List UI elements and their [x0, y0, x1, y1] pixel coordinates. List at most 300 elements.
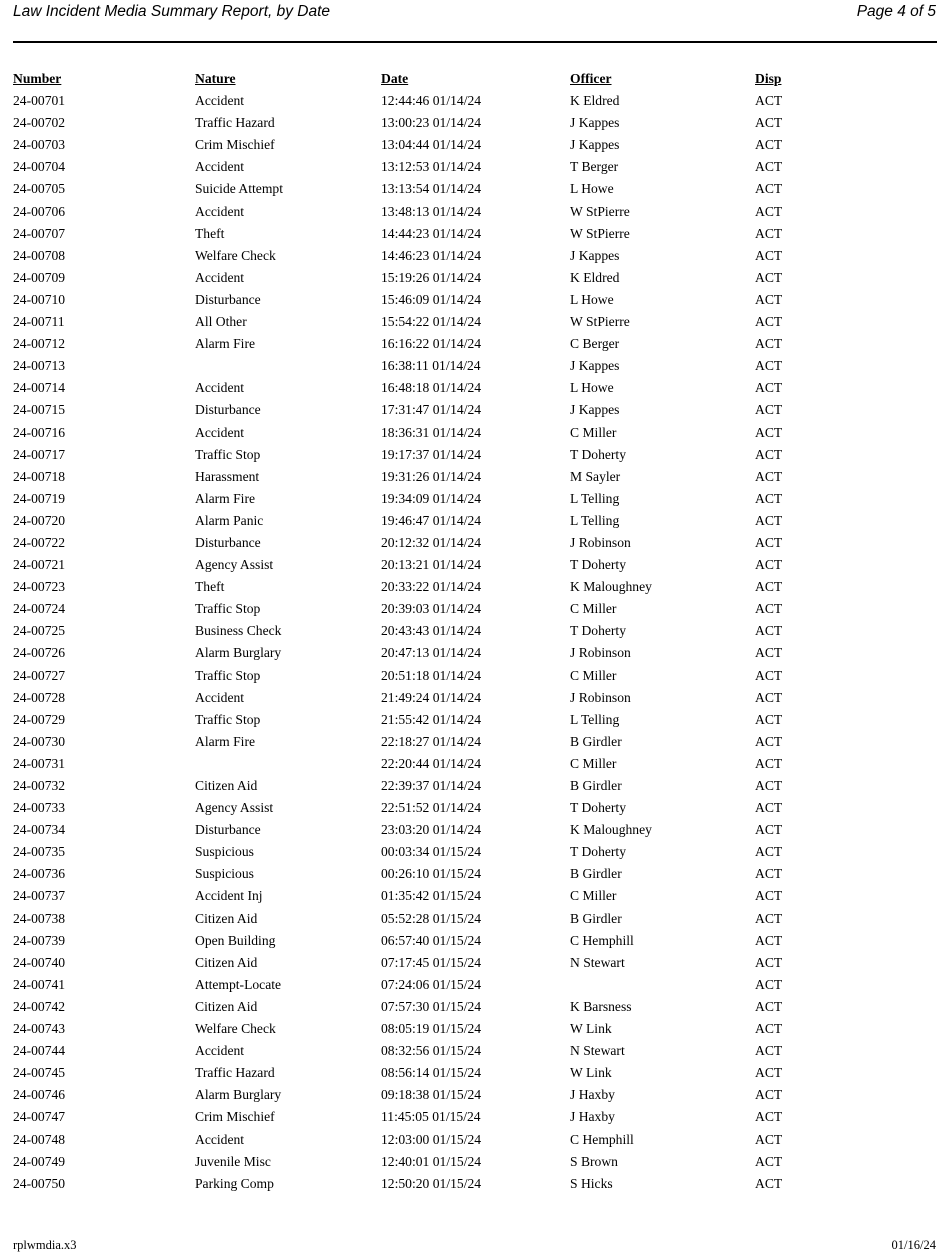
column-header-nature: Nature: [195, 71, 236, 86]
cell-officer: N Stewart: [570, 1043, 625, 1059]
cell-nature: Theft: [195, 579, 225, 595]
cell-nature: Open Building: [195, 932, 276, 948]
cell-date: 11:45:05 01/15/24: [381, 1109, 481, 1125]
cell-date: 09:18:38 01/15/24: [381, 1087, 482, 1103]
cell-officer: W StPierre: [570, 203, 630, 219]
table-row: [13, 974, 937, 996]
cell-disp: ACT: [755, 1109, 783, 1125]
cell-disp: ACT: [755, 1087, 783, 1103]
cell-disp: ACT: [755, 932, 783, 948]
cell-officer: C Berger: [570, 336, 620, 352]
table-row: [13, 1129, 937, 1151]
cell-date: 23:03:20 01/14/24: [381, 822, 482, 838]
cell-nature: Traffic Hazard: [195, 115, 275, 131]
table-row: [13, 642, 937, 664]
table-row: [13, 156, 937, 178]
table-row: [13, 1106, 937, 1128]
cell-date: 16:16:22 01/14/24: [381, 336, 482, 352]
cell-date: 19:46:47 01/14/24: [381, 512, 482, 528]
header-rule: [13, 41, 937, 43]
cell-disp: ACT: [755, 579, 783, 595]
cell-number: 24-00721: [13, 557, 66, 573]
cell-nature: Crim Mischief: [195, 1109, 275, 1125]
table-row: [13, 687, 937, 709]
cell-officer: B Girdler: [570, 866, 622, 882]
cell-officer: K Barsness: [570, 998, 632, 1014]
cell-date: 13:00:23 01/14/24: [381, 115, 482, 131]
cell-disp: ACT: [755, 822, 783, 838]
cell-date: 06:57:40 01/15/24: [381, 932, 482, 948]
cell-number: 24-00705: [13, 181, 66, 197]
cell-date: 16:38:11 01/14/24: [381, 358, 481, 374]
cell-nature: Disturbance: [195, 291, 261, 307]
cell-number: 24-00716: [13, 424, 66, 440]
cell-disp: ACT: [755, 247, 783, 263]
cell-nature: Citizen Aid: [195, 778, 258, 793]
cell-nature: Traffic Stop: [195, 601, 261, 617]
cell-date: 19:17:37 01/14/24: [381, 446, 482, 462]
cell-officer: K Eldred: [570, 93, 620, 109]
table-row: [13, 377, 937, 399]
cell-disp: ACT: [755, 358, 783, 374]
cell-date: 12:03:00 01/15/24: [381, 1131, 482, 1147]
cell-officer: K Maloughney: [570, 579, 652, 595]
cell-date: 08:56:14 01/15/24: [381, 1065, 482, 1081]
table-row: [13, 598, 937, 620]
cell-disp: ACT: [755, 1043, 783, 1059]
cell-disp: ACT: [755, 778, 783, 793]
cell-officer: J Haxby: [570, 1109, 615, 1125]
cell-date: 08:05:19 01/15/24: [381, 1021, 482, 1037]
cell-nature: Welfare Check: [195, 247, 276, 263]
table-row: [13, 753, 937, 775]
cell-nature: Agency Assist: [195, 800, 274, 816]
cell-nature: Disturbance: [195, 402, 261, 418]
cell-nature: Alarm Fire: [195, 336, 256, 352]
cell-number: 24-00750: [13, 1175, 66, 1191]
report-footer: [13, 1238, 936, 1253]
table-row: [13, 399, 937, 421]
cell-number: 24-00748: [13, 1131, 66, 1147]
cell-officer: L Howe: [570, 380, 614, 396]
cell-number: 24-00713: [13, 358, 66, 374]
cell-nature: Juvenile Misc: [195, 1153, 271, 1169]
cell-nature: Accident: [195, 689, 245, 705]
cell-date: 15:19:26 01/14/24: [381, 269, 482, 285]
cell-date: 20:51:18 01/14/24: [381, 667, 482, 683]
cell-nature: Theft: [195, 225, 225, 241]
cell-officer: M Sayler: [570, 468, 621, 484]
cell-nature: Disturbance: [195, 534, 261, 550]
cell-disp: ACT: [755, 1131, 783, 1147]
cell-officer: T Doherty: [570, 844, 627, 860]
cell-date: 22:39:37 01/14/24: [381, 778, 482, 793]
cell-date: 12:50:20 01/15/24: [381, 1175, 482, 1191]
cell-disp: ACT: [755, 291, 783, 307]
cell-number: 24-00724: [13, 601, 66, 617]
table-row: [13, 863, 937, 885]
cell-number: 24-00742: [13, 998, 66, 1014]
cell-nature: Accident: [195, 424, 245, 440]
cell-nature: Accident Inj: [195, 888, 263, 904]
table-row: [13, 841, 937, 863]
table-row: [13, 1084, 937, 1106]
cell-disp: ACT: [755, 314, 783, 330]
cell-number: 24-00717: [13, 446, 66, 462]
cell-number: 24-00749: [13, 1153, 66, 1169]
cell-disp: ACT: [755, 1175, 783, 1191]
cell-nature: Accident: [195, 1131, 245, 1147]
cell-number: 24-00741: [13, 976, 66, 992]
table-row: [13, 885, 937, 907]
cell-number: 24-00744: [13, 1043, 66, 1059]
cell-disp: ACT: [755, 1021, 783, 1037]
cell-number: 24-00731: [13, 755, 66, 771]
table-row: [13, 178, 937, 200]
cell-nature: Accident: [195, 1043, 245, 1059]
cell-disp: ACT: [755, 711, 783, 727]
cell-nature: Suicide Attempt: [195, 181, 283, 197]
cell-disp: ACT: [755, 93, 783, 109]
cell-nature: Accident: [195, 159, 245, 175]
cell-officer: T Doherty: [570, 557, 627, 573]
table-row: [13, 576, 937, 598]
cell-disp: ACT: [755, 137, 783, 153]
cell-date: 05:52:28 01/15/24: [381, 910, 482, 926]
cell-number: 24-00712: [13, 336, 66, 352]
cell-nature: Traffic Stop: [195, 446, 261, 462]
table-row: [13, 996, 937, 1018]
cell-disp: ACT: [755, 203, 783, 219]
cell-disp: ACT: [755, 159, 783, 175]
cell-disp: ACT: [755, 115, 783, 131]
cell-date: 08:32:56 01/15/24: [381, 1043, 482, 1059]
table-row: [13, 311, 937, 333]
page-title: Law Incident Media Summary Report, by Date: [13, 3, 331, 20]
cell-officer: C Miller: [570, 755, 617, 771]
cell-disp: ACT: [755, 534, 783, 550]
cell-number: 24-00722: [13, 534, 66, 550]
column-header-number: Number: [13, 71, 62, 86]
cell-number: 24-00703: [13, 137, 66, 153]
report-id: rplwmdia.x3: [13, 1238, 77, 1252]
cell-disp: ACT: [755, 844, 783, 860]
cell-date: 12:44:46 01/14/24: [381, 93, 482, 109]
column-header-disp: Disp: [755, 71, 782, 86]
cell-officer: W Link: [570, 1065, 612, 1081]
cell-number: 24-00736: [13, 866, 66, 882]
cell-number: 24-00714: [13, 380, 66, 396]
table-row: [13, 422, 937, 444]
cell-disp: ACT: [755, 336, 783, 352]
cell-officer: S Brown: [570, 1153, 618, 1169]
cell-officer: C Hemphill: [570, 932, 634, 948]
cell-officer: L Telling: [570, 490, 620, 506]
cell-nature: Attempt-Locate: [195, 976, 282, 992]
table-row: [13, 355, 937, 377]
cell-nature: All Other: [195, 314, 247, 330]
cell-date: 18:36:31 01/14/24: [381, 424, 482, 440]
cell-disp: ACT: [755, 424, 783, 440]
cell-nature: Suspicious: [195, 866, 254, 882]
cell-disp: ACT: [755, 402, 783, 418]
column-header-officer: Officer: [570, 71, 612, 86]
cell-date: 20:47:13 01/14/24: [381, 645, 482, 661]
table-row: [13, 267, 937, 289]
cell-number: 24-00715: [13, 402, 66, 418]
table-row: [13, 775, 937, 797]
cell-number: 24-00747: [13, 1109, 66, 1125]
cell-date: 13:04:44 01/14/24: [381, 137, 482, 153]
cell-number: 24-00730: [13, 733, 66, 749]
cell-officer: K Eldred: [570, 269, 620, 285]
table-row: [13, 201, 937, 223]
cell-disp: ACT: [755, 623, 783, 639]
cell-date: 21:55:42 01/14/24: [381, 711, 482, 727]
cell-officer: T Berger: [570, 159, 619, 175]
cell-nature: Alarm Fire: [195, 733, 256, 749]
table-row: [13, 709, 937, 731]
cell-disp: ACT: [755, 888, 783, 904]
table-row: [13, 620, 937, 642]
cell-date: 07:57:30 01/15/24: [381, 998, 482, 1014]
cell-date: 00:26:10 01/15/24: [381, 866, 482, 882]
cell-officer: J Kappes: [570, 137, 620, 153]
cell-officer: C Miller: [570, 667, 617, 683]
table-row: [13, 908, 937, 930]
cell-officer: W StPierre: [570, 225, 630, 241]
cell-officer: J Haxby: [570, 1087, 615, 1103]
cell-date: 14:46:23 01/14/24: [381, 247, 482, 263]
table-row: [13, 797, 937, 819]
cell-date: 19:31:26 01/14/24: [381, 468, 482, 484]
column-header-date: Date: [381, 71, 409, 86]
cell-disp: ACT: [755, 910, 783, 926]
table-row: [13, 245, 937, 267]
cell-number: 24-00737: [13, 888, 66, 904]
cell-number: 24-00704: [13, 159, 66, 175]
cell-nature: Alarm Fire: [195, 490, 256, 506]
table-row: [13, 665, 937, 687]
cell-date: 12:40:01 01/15/24: [381, 1153, 482, 1169]
cell-disp: ACT: [755, 490, 783, 506]
cell-date: 22:20:44 01/14/24: [381, 755, 482, 771]
cell-number: 24-00720: [13, 512, 66, 528]
cell-date: 22:18:27 01/14/24: [381, 733, 482, 749]
table-row: [13, 1040, 937, 1062]
cell-disp: ACT: [755, 733, 783, 749]
table-row: [13, 333, 937, 355]
cell-officer: K Maloughney: [570, 822, 652, 838]
cell-number: 24-00729: [13, 711, 66, 727]
cell-number: 24-00725: [13, 623, 66, 639]
table-row: [13, 289, 937, 311]
cell-nature: Alarm Panic: [195, 512, 264, 528]
cell-number: 24-00726: [13, 645, 66, 661]
cell-number: 24-00738: [13, 910, 66, 926]
cell-officer: S Hicks: [570, 1175, 613, 1191]
table-row: [13, 223, 937, 245]
cell-disp: ACT: [755, 512, 783, 528]
cell-officer: C Miller: [570, 601, 617, 617]
cell-number: 24-00710: [13, 291, 66, 307]
cell-date: 07:24:06 01/15/24: [381, 976, 482, 992]
cell-officer: L Telling: [570, 711, 620, 727]
cell-number: 24-00746: [13, 1087, 66, 1103]
table-row: [13, 1173, 937, 1195]
cell-number: 24-00727: [13, 667, 66, 683]
cell-date: 20:12:32 01/14/24: [381, 534, 482, 550]
cell-number: 24-00711: [13, 314, 65, 330]
cell-number: 24-00739: [13, 932, 66, 948]
cell-date: 14:44:23 01/14/24: [381, 225, 482, 241]
cell-nature: Citizen Aid: [195, 954, 258, 970]
cell-number: 24-00701: [13, 93, 66, 109]
cell-date: 13:12:53 01/14/24: [381, 159, 482, 175]
table-row: [13, 554, 937, 576]
table-row: [13, 134, 937, 156]
cell-disp: ACT: [755, 225, 783, 241]
cell-officer: J Kappes: [570, 358, 620, 374]
cell-nature: Traffic Stop: [195, 711, 261, 727]
cell-officer: B Girdler: [570, 910, 622, 926]
cell-disp: ACT: [755, 269, 783, 285]
cell-number: 24-00708: [13, 247, 66, 263]
cell-disp: ACT: [755, 181, 783, 197]
cell-disp: ACT: [755, 468, 783, 484]
cell-disp: ACT: [755, 976, 783, 992]
cell-date: 17:31:47 01/14/24: [381, 402, 482, 418]
cell-officer: T Doherty: [570, 800, 627, 816]
table-body: [13, 90, 937, 1195]
cell-nature: Parking Comp: [195, 1175, 274, 1191]
cell-date: 13:48:13 01/14/24: [381, 203, 482, 219]
cell-number: 24-00709: [13, 269, 66, 285]
cell-date: 20:33:22 01/14/24: [381, 579, 482, 595]
cell-date: 01:35:42 01/15/24: [381, 888, 482, 904]
table-row: [13, 488, 937, 510]
cell-nature: Harassment: [195, 468, 260, 484]
cell-nature: Accident: [195, 380, 245, 396]
cell-disp: ACT: [755, 446, 783, 462]
cell-officer: J Kappes: [570, 115, 620, 131]
cell-number: 24-00733: [13, 800, 66, 816]
report-header: [0, 0, 950, 21]
table-row: [13, 1062, 937, 1084]
cell-date: 07:17:45 01/15/24: [381, 954, 482, 970]
cell-date: 19:34:09 01/14/24: [381, 490, 482, 506]
cell-officer: L Howe: [570, 291, 614, 307]
cell-officer: W Link: [570, 1021, 612, 1037]
cell-officer: T Doherty: [570, 623, 627, 639]
cell-officer: C Miller: [570, 888, 617, 904]
cell-number: 24-00732: [13, 778, 66, 793]
cell-nature: Crim Mischief: [195, 137, 275, 153]
cell-disp: ACT: [755, 954, 783, 970]
cell-number: 24-00728: [13, 689, 66, 705]
cell-date: 00:03:34 01/15/24: [381, 844, 482, 860]
cell-number: 24-00707: [13, 225, 66, 241]
cell-officer: L Howe: [570, 181, 614, 197]
table-header-row: [13, 68, 937, 90]
table-row: [13, 444, 937, 466]
cell-number: 24-00719: [13, 490, 66, 506]
cell-number: 24-00702: [13, 115, 66, 131]
cell-number: 24-00723: [13, 579, 66, 595]
cell-disp: ACT: [755, 689, 783, 705]
cell-nature: Traffic Stop: [195, 667, 261, 683]
cell-officer: N Stewart: [570, 954, 625, 970]
cell-officer: J Robinson: [570, 534, 631, 550]
cell-number: 24-00745: [13, 1065, 66, 1081]
page-number: Page 4 of 5: [856, 3, 936, 20]
cell-date: 22:51:52 01/14/24: [381, 800, 482, 816]
cell-number: 24-00743: [13, 1021, 66, 1037]
cell-number: 24-00734: [13, 822, 66, 838]
cell-date: 21:49:24 01/14/24: [381, 689, 482, 705]
cell-disp: ACT: [755, 998, 783, 1014]
table-row: [13, 510, 937, 532]
cell-number: 24-00718: [13, 468, 66, 484]
cell-date: 15:46:09 01/14/24: [381, 291, 482, 307]
cell-nature: Accident: [195, 203, 245, 219]
cell-officer: J Kappes: [570, 247, 620, 263]
cell-nature: Business Check: [195, 623, 282, 639]
cell-officer: B Girdler: [570, 733, 622, 749]
cell-officer: C Miller: [570, 424, 617, 440]
cell-disp: ACT: [755, 800, 783, 816]
cell-disp: ACT: [755, 645, 783, 661]
cell-number: 24-00740: [13, 954, 66, 970]
cell-nature: Citizen Aid: [195, 998, 258, 1014]
cell-nature: Accident: [195, 269, 245, 285]
table-row: [13, 731, 937, 753]
cell-officer: J Kappes: [570, 402, 620, 418]
cell-nature: Citizen Aid: [195, 910, 258, 926]
table-row: [13, 1018, 937, 1040]
cell-disp: ACT: [755, 1065, 783, 1081]
cell-nature: Agency Assist: [195, 557, 274, 573]
cell-date: 13:13:54 01/14/24: [381, 181, 482, 197]
cell-nature: Disturbance: [195, 822, 261, 838]
table-row: [13, 466, 937, 488]
cell-nature: Suspicious: [195, 844, 254, 860]
table-row: [13, 90, 937, 112]
table-row: [13, 112, 937, 134]
cell-disp: ACT: [755, 557, 783, 573]
cell-date: 20:43:43 01/14/24: [381, 623, 482, 639]
cell-officer: C Hemphill: [570, 1131, 634, 1147]
cell-date: 15:54:22 01/14/24: [381, 314, 482, 330]
table-row: [13, 930, 937, 952]
cell-date: 20:39:03 01/14/24: [381, 601, 482, 617]
incident-table: [13, 68, 937, 1195]
cell-officer: B Girdler: [570, 778, 622, 793]
cell-nature: Alarm Burglary: [195, 1087, 282, 1103]
cell-date: 20:13:21 01/14/24: [381, 557, 482, 573]
print-date: 01/16/24: [891, 1238, 936, 1252]
cell-disp: ACT: [755, 667, 783, 683]
cell-officer: J Robinson: [570, 645, 631, 661]
cell-nature: Alarm Burglary: [195, 645, 282, 661]
cell-disp: ACT: [755, 380, 783, 396]
cell-disp: ACT: [755, 755, 783, 771]
cell-nature: Accident: [195, 93, 245, 109]
table-row: [13, 532, 937, 554]
cell-officer: W StPierre: [570, 314, 630, 330]
table-row: [13, 1151, 937, 1173]
cell-disp: ACT: [755, 866, 783, 882]
